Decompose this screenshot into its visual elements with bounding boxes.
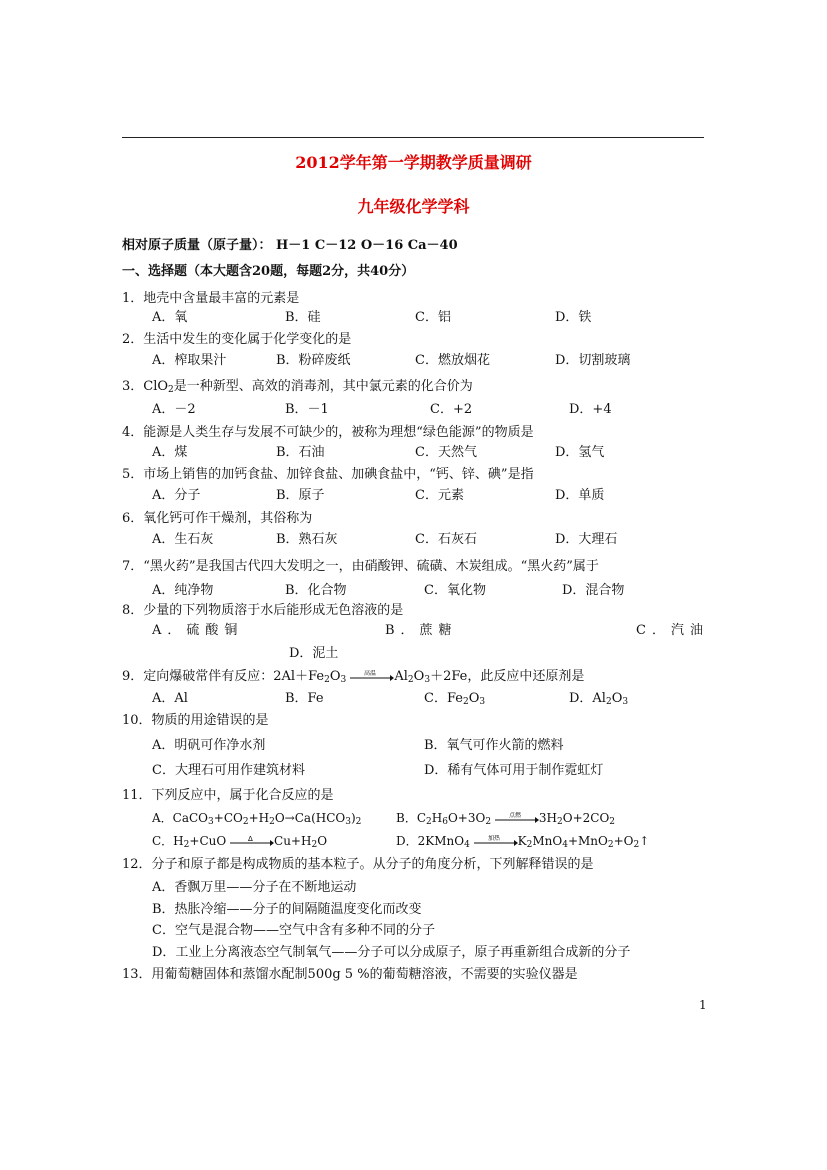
- option: D．+4: [569, 402, 612, 417]
- reaction-arrow: [350, 670, 394, 680]
- option: D．大理石: [555, 532, 618, 547]
- option: B．氧气可作火箭的燃料: [424, 738, 564, 753]
- option: A．纯净物: [152, 583, 214, 598]
- svg-text:点燃: 点燃: [508, 812, 521, 819]
- svg-text:高温: 高温: [364, 670, 377, 677]
- option: A．榨取果汁: [152, 353, 227, 368]
- option: C．天然气: [415, 445, 477, 460]
- option: D．铁: [555, 310, 592, 325]
- option: D．单质: [555, 488, 605, 503]
- option: B．蔗糖: [385, 623, 458, 638]
- question-stem: 11．下列反应中，属于化合反应的是: [122, 788, 334, 803]
- question-stem: 13．用葡萄糖固体和蒸馏水配制500g 5 %的葡萄糖溶液，不需要的实验仪器是: [122, 967, 578, 982]
- option: A．－2: [152, 402, 196, 417]
- question-stem: 10．物质的用途错误的是: [122, 713, 269, 728]
- option: D．稀有气体可用于制作霓虹灯: [424, 763, 604, 778]
- svg-text:Δ: Δ: [248, 835, 253, 843]
- option: D．切割玻璃: [555, 353, 631, 368]
- option: C．氧化物: [424, 583, 486, 598]
- option: C．汽油: [636, 623, 709, 638]
- option: A．香飘万里——分子在不断地运动: [152, 880, 357, 895]
- option: B．－1: [285, 402, 329, 417]
- question-stem: 6．氧化钙可作干燥剂，其俗称为: [122, 511, 313, 526]
- option: A．$CaCO_3+CO_2+H_2O\to Ca(HCO_3)_2$: [152, 811, 362, 827]
- option: D．混合物: [562, 583, 625, 598]
- option: B．熟石灰: [276, 532, 338, 547]
- option: C．+2: [430, 402, 473, 417]
- option: A．煤: [152, 445, 188, 460]
- option: B．硅: [285, 310, 321, 325]
- reaction-arrow: [230, 835, 274, 845]
- question-stem: 12．分子和原子都是构成物质的基本粒子。从分子的角度分析，下列解释错误的是: [122, 857, 594, 872]
- doc-title: 2012学年第一学期教学质量调研: [295, 153, 532, 172]
- section-heading: 一、选择题（本大题含20题，每题2分，共40分）: [122, 264, 415, 279]
- option: A．Al: [152, 691, 188, 706]
- question-stem: 1．地壳中含量最丰富的元素是: [122, 291, 300, 306]
- option: D．泥土: [289, 646, 339, 661]
- option: D．$Al_2O_3$: [569, 691, 629, 707]
- option: A．生石灰: [152, 532, 214, 547]
- header-rule: [122, 137, 704, 138]
- option: C．元素: [415, 488, 464, 503]
- option: A．硫酸铜: [152, 623, 244, 638]
- question-stem: 7．“黑火药”是我国古代四大发明之一，由硝酸钾、硫磺、木炭组成。“黑火药”属于: [122, 559, 599, 574]
- question-stem: 8．少量的下列物质溶于水后能形成无色溶液的是: [122, 603, 404, 618]
- atomic-mass-line: 相对原子质量（原子量）： H－1 C－12 O－16 Ca－40: [122, 238, 458, 253]
- reaction-arrow: [474, 835, 518, 845]
- option: C．大理石可用作建筑材料: [152, 763, 305, 778]
- option: B．$C_2H_6O+3O_2$ 点燃 $3H_2O+2CO_2$: [396, 811, 616, 827]
- question-stem: 3．ClO$_2$是一种新型、高效的消毒剂，其中氯元素的化合价为: [122, 379, 473, 395]
- option: C．石灰石: [415, 532, 477, 547]
- option: B．石油: [276, 445, 325, 460]
- svg-text:加热: 加热: [487, 835, 500, 842]
- option: B．热胀冷缩——分子的间隔随温度变化而改变: [152, 902, 422, 917]
- option: B．Fe: [285, 691, 324, 706]
- reaction-arrow: [495, 812, 539, 822]
- question-stem: 4．能源是人类生存与发展不可缺少的，被称为理想“绿色能源”的物质是: [122, 425, 534, 440]
- option: B．化合物: [285, 583, 347, 598]
- option: A．氧: [152, 310, 188, 325]
- option: C．$H_2+CuO$ Δ $Cu+H_2O$: [152, 834, 328, 850]
- option: D．工业上分离液态空气制氧气——分子可以分成原子，原子再重新组合成新的分子: [152, 945, 631, 960]
- option: A．分子: [152, 488, 201, 503]
- option: B．原子: [276, 488, 325, 503]
- doc-subtitle: 九年级化学学科: [357, 197, 470, 216]
- option: C．铝: [415, 310, 451, 325]
- option: C．空气是混合物——空气中含有多种不同的分子: [152, 923, 435, 938]
- option: A．明矾可作净水剂: [152, 738, 266, 753]
- option: B．粉碎废纸: [276, 353, 351, 368]
- option: D．氢气: [555, 445, 605, 460]
- question-stem: 2．生活中发生的变化属于化学变化的是: [122, 332, 352, 347]
- option: C．燃放烟花: [415, 353, 490, 368]
- page-number: 1: [699, 998, 707, 1012]
- option: C．$Fe_2O_3$: [424, 691, 486, 707]
- option: D．2KMnO$_4$ 加热 $K_2MnO_4+MnO_2+O_2↑$: [396, 834, 650, 850]
- question-stem: 9．定向爆破常伴有反应：$2Al+Fe_2O_3$ 高温 $Al_2O_3+2Fe$，此反应中还原剂是: [122, 669, 585, 685]
- question-stem: 5．市场上销售的加钙食盐、加锌食盐、加碘食盐中，“钙、锌、碘”是指: [122, 467, 534, 482]
